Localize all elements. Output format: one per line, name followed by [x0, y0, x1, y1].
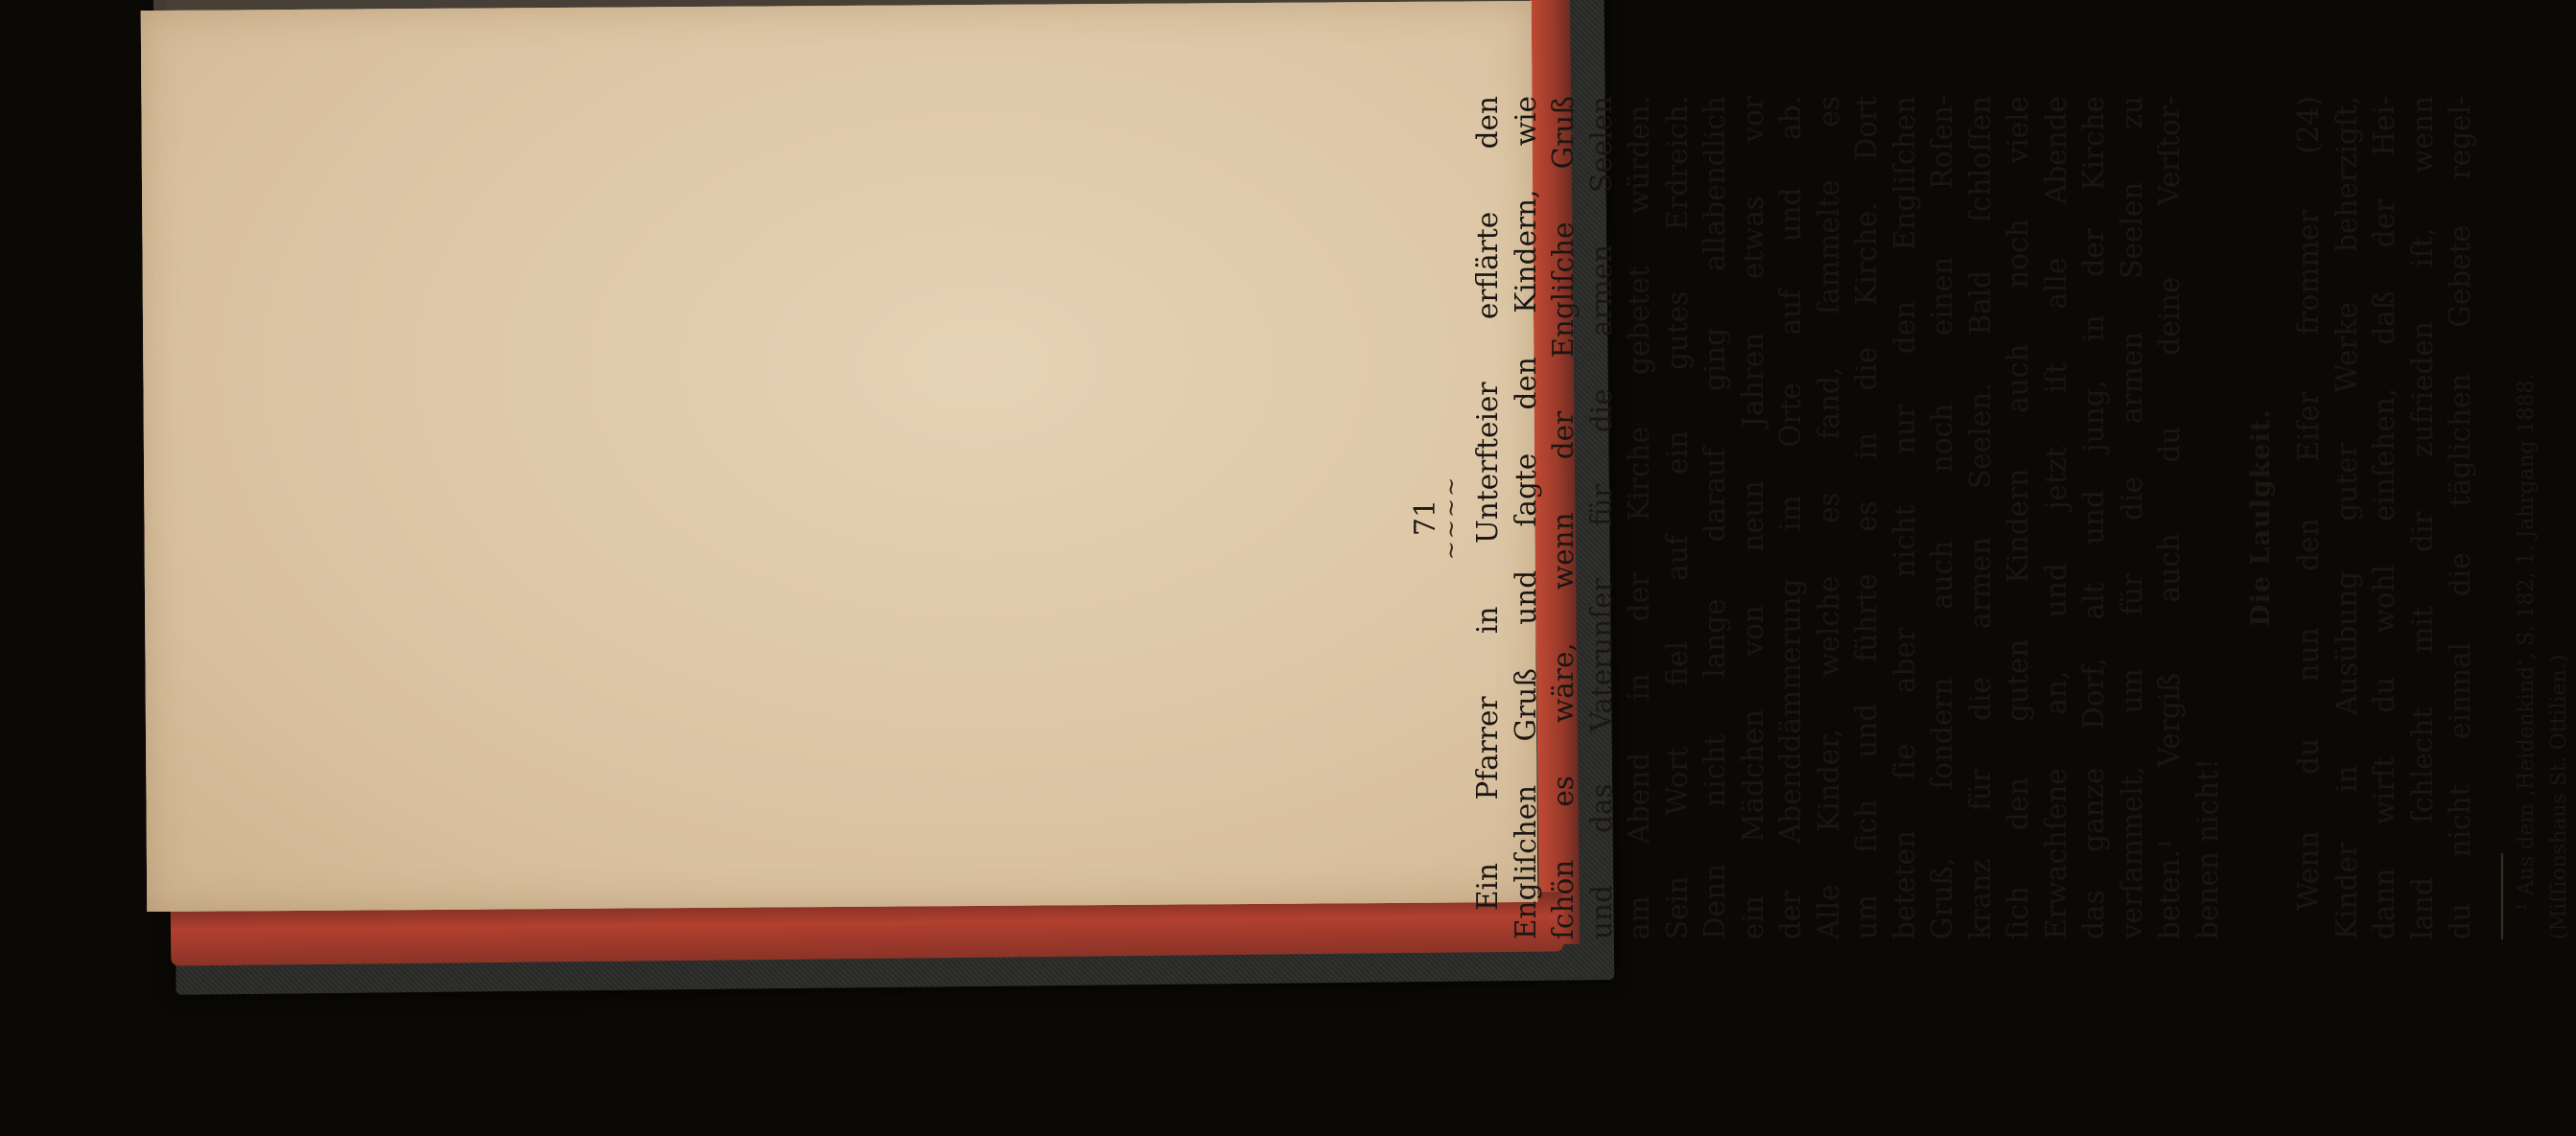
text-line: Kinder in Ausübung guter Werke beherzigſt, [2330, 96, 2363, 939]
text-line: ein Mädchen von neun Jahren etwas vor [1736, 96, 1769, 939]
text-line: du nicht einmal die täglichen Gebete regel- [2444, 96, 2476, 939]
text-line: ſchön es wäre, wenn der Engliſche Gruß [1547, 96, 1580, 939]
text-line: Ein Pfarrer in Unterfteier erflärte den [1471, 96, 1504, 911]
paragraph-2 [2290, 96, 2480, 939]
text-line: der Abenddämmerung im Orte auf und ab. [1774, 96, 1807, 939]
text-line: beten.¹ Vergiß auch du deine Verſtor- [2153, 96, 2186, 939]
text-line: verſammelt, um für die armen Seelen zu [2115, 96, 2148, 939]
page-number: 71 [1409, 498, 1442, 537]
text-line: Alle Kinder, welche es fand, ſammelte es [1812, 96, 1845, 939]
text-line: benen nicht! [2190, 758, 2224, 939]
footnote-rule [2501, 853, 2503, 939]
text-line: ſich den guten Kindern auch noch viele [2002, 96, 2034, 939]
footnote-line: ¹ Aus dem ‚Heidenkind‘, S. 182, 1. Jahrgang 1888. [2514, 373, 2539, 911]
footnote-line: (Miſſionshaus St. Ottilien.) [2546, 654, 2571, 939]
text-line: Gruß, ſondern auch noch einen Roſen- [1926, 96, 1958, 939]
text-line: Wenn du nun den Eifer frommer (24) [2292, 96, 2325, 911]
text-line: Sein Wort fiel auf ein gutes Erdreich. [1660, 96, 1694, 939]
text-line: um ſich und führte es in die Kirche. Dort [1850, 96, 1883, 939]
text-line: das ganze Dorf, alt und jung, in der Kirche [2077, 96, 2110, 939]
section-heading: Die Laulgkeit. [2246, 408, 2276, 627]
text-line: dann wirſt du wohl einſehen, daß der Hei- [2368, 96, 2400, 939]
text-line: kranz für die armen Seelen. Bald ſchloſſen [1963, 96, 1997, 939]
text-line: beteten ſie aber nicht nur den Engliſchen [1887, 96, 1921, 939]
text-line: und das Vaterunſer für die armen Seelen [1584, 96, 1618, 939]
ornament-rule: ~~~~ [1438, 475, 1464, 561]
book-page [141, 1, 1538, 912]
page-text-block [1410, 96, 2576, 939]
text-line: Erwachſene an, und jetzt iſt alle Abende [2039, 96, 2073, 939]
text-line: am Abend in der Kirche gebetet würden. [1623, 96, 1655, 939]
text-line: Engliſchen Gruß und ſagte den Kindern, wie [1509, 96, 1542, 939]
paragraph-1 [1469, 96, 2227, 939]
text-line: Denn nicht lange darauf ging allabendlich [1698, 96, 1731, 939]
footnote [2511, 96, 2576, 939]
page-header [1409, 96, 1464, 939]
text-line: land ſchlecht mit dir zufrieden iſt, wenn [2405, 96, 2439, 939]
